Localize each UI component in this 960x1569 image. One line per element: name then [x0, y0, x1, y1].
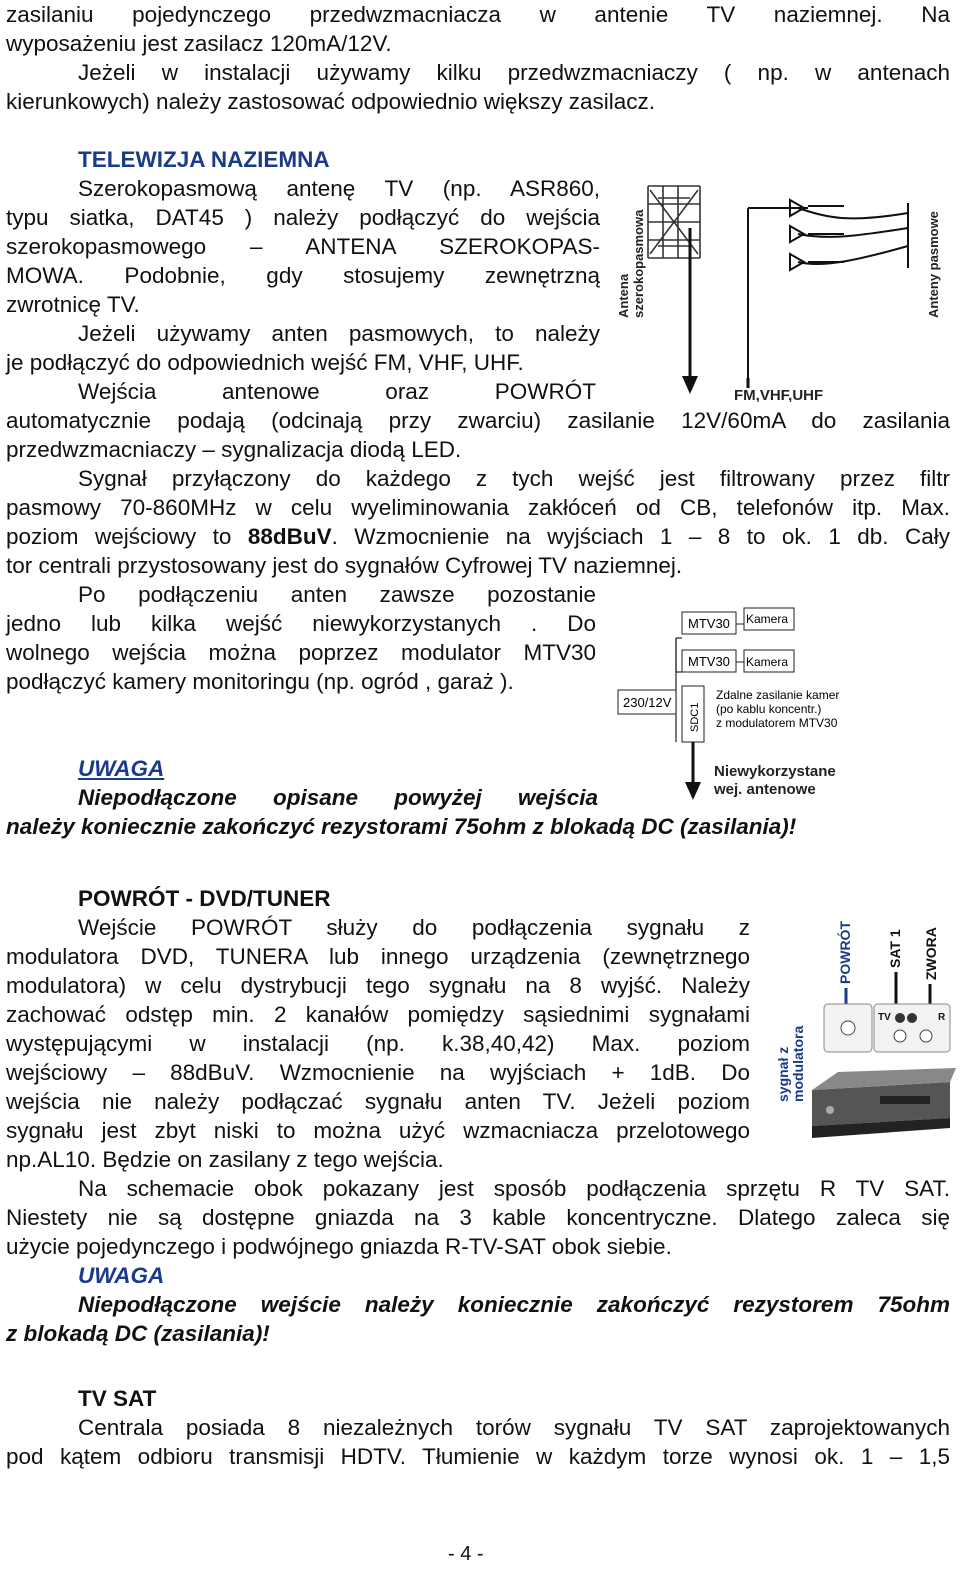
section-heading-tv-naziemna: TELEWIZJA NAZIEMNA — [78, 147, 330, 172]
body-text-line: występującymi w instalacji (np. k.38,40,42) Max. poziom — [6, 1031, 750, 1056]
body-text-line: modulatora) w celu dystrybucji tego sygnału na 8 wyjść. Należy — [6, 973, 750, 998]
body-text-line: pod kątem odbioru transmisji HDTV. Tłumienie w każdym torze wynosi ok. 1 – 1,5 — [6, 1444, 950, 1469]
broadband-antenna-label: szerokopasmowa — [631, 209, 646, 318]
camera-label: Kamera — [746, 655, 789, 669]
antenna-diagram — [608, 178, 948, 402]
body-text-line: modulatora DVD, TUNERA lub innego urządzenia (zewnętrznego — [6, 944, 750, 969]
zwora-label: ZWORA — [923, 927, 939, 980]
sdc-label: SDC1 — [689, 702, 701, 732]
body-text-line: Wejście POWRÓT służy do podłączenia sygnału z — [78, 915, 750, 940]
body-text-line: Po podłączeniu anten zawsze pozostanie — [78, 582, 596, 607]
body-text-line: wejściowy – 88dBuV. Wzmocnienie na wyjściach + 1dB. Do — [6, 1060, 750, 1085]
warning-text: należy koniecznie zakończyć rezystorami 75ohm z blokadą DC (zasilania)! — [6, 814, 797, 839]
remote-power-note: (po kablu koncentr.) — [716, 702, 822, 716]
section-heading-tvsat: TV SAT — [78, 1386, 157, 1411]
mtv30-label: MTV30 — [688, 616, 730, 631]
body-text-line: Wejścia antenowe oraz POWRÓT — [78, 379, 596, 404]
unused-inputs-label: Niewykorzystane — [714, 763, 836, 780]
modulator-signal-label: modulatora — [790, 1025, 806, 1102]
powrot-label: POWRÓT — [837, 921, 853, 984]
band-antenna-icons — [748, 203, 908, 383]
camera-modulator-diagram — [616, 602, 866, 802]
body-text-line: zwrotnicę TV. — [6, 292, 140, 317]
warning-text: Niepodłączone opisane powyżej wejścia — [78, 785, 598, 810]
body-text-line: automatycznie podają (odcinają przy zwarciu) zasilanie 12V/60mA do zasilania — [6, 408, 950, 433]
body-text-line: podłączyć kamery monitoringu (np. ogród , garaż ). — [6, 669, 514, 694]
body-text-line: Szerokopasmową antenę TV (np. ASR860, — [78, 176, 600, 201]
body-text-line: sygnału jest zbyt niski to można użyć wzmacniacza przelotowego — [6, 1118, 750, 1143]
band-antennas-label: Anteny pasmowe — [926, 211, 941, 318]
broadband-antenna-icon — [648, 186, 700, 258]
body-text-line: wejścia nie należy podłączać sygnału anten TV. Jeżeli poziom — [6, 1089, 750, 1114]
body-text-line: MOWA. Podobnie, gdy stosujemy zewnętrzną — [6, 263, 600, 288]
body-text-line: jedno lub kilka wejść niewykorzystanych . Do — [6, 611, 596, 636]
body-text-line: Centrala posiada 8 niezależnych torów sygnału TV SAT zaprojektowanych — [78, 1415, 950, 1440]
body-text-line: Jeżeli używamy anten pasmowych, to należy — [78, 321, 600, 346]
body-text-line: wyposażeniu jest zasilacz 120mA/12V. — [6, 31, 392, 56]
body-text-line: przedwzmacniaczy – sygnalizacja diodą LED. — [6, 437, 462, 462]
camera-label: Kamera — [746, 612, 789, 626]
body-text-line: poziom wejściowy to 88dBuV. Wzmocnienie na wyjściach 1 – 8 to ok. 1 db. Cały — [6, 524, 950, 549]
warning-text: Niepodłączone wejście należy koniecznie zakończyć rezystorem 75ohm — [78, 1292, 950, 1317]
warning-text: z blokadą DC (zasilania)! — [6, 1321, 270, 1346]
body-text-line: Jeżeli w instalacji używamy kilku przedwzmacniaczy ( np. w antenach — [78, 60, 950, 85]
remote-power-note: z modulatorem MTV30 — [716, 716, 838, 730]
body-text-line: pasmowy 70-860MHz w celu wyeliminowania zakłóceń od CB, telefonów itp. Max. — [6, 495, 950, 520]
remote-power-note: Zdalne zasilanie kamer — [716, 688, 840, 702]
section-heading-powrot: POWRÓT - DVD/TUNER — [78, 886, 331, 911]
body-text-line: Niestety nie są dostępne gniazda na 3 kable koncentryczne. Dlatego zaleca się — [6, 1205, 950, 1230]
body-text-line: zachować odstęp min. 2 kanałów pomiędzy sąsiednimi sygnałami — [6, 1002, 750, 1027]
page-number: - 4 - — [448, 1543, 484, 1565]
body-text-line: użycie pojedynczego i podwójnego gniazda R-TV-SAT obok siebie. — [6, 1234, 672, 1259]
body-text-line: je podłączyć do odpowiednich wejść FM, VHF, UHF. — [6, 350, 524, 375]
tv-socket-label: TV — [878, 1012, 891, 1023]
modulator-signal-label: sygnał z — [775, 1046, 791, 1102]
warning-title: UWAGA — [78, 756, 165, 781]
body-text-line: Sygnał przyłączony do każdego z tych wejść jest filtrowany przez filtr — [78, 466, 950, 491]
psu-label: 230/12V — [623, 695, 672, 710]
body-text-line: szerokopasmowego – ANTENA SZEROKOPAS- — [6, 234, 600, 259]
body-text-line: kierunkowych) należy zastosować odpowiednio większy zasilacz. — [6, 89, 656, 114]
warning-title: UWAGA — [78, 1263, 165, 1288]
body-text-line: Na schemacie obok pokazany jest sposób podłączenia sprzętu R TV SAT. — [78, 1176, 950, 1201]
rtvsat-diagram — [760, 912, 956, 1162]
bands-label: FM,VHF,UHF — [734, 387, 824, 402]
r-socket-label: R — [938, 1012, 946, 1023]
body-text-line: tor centrali przystosowany jest do sygnałów Cyfrowej TV naziemnej. — [6, 553, 683, 578]
unused-inputs-label: wej. antenowe — [714, 781, 816, 798]
body-text-line: np.AL10. Będzie on zasilany z tego wejścia. — [6, 1147, 444, 1172]
mtv30-label: MTV30 — [688, 654, 730, 669]
body-text-line: typu siatka, DAT45 ) należy podłączyć do wejścia — [6, 205, 600, 230]
sat1-label: SAT 1 — [887, 929, 903, 968]
broadband-antenna-label: Antena — [616, 273, 631, 318]
body-text-line: wolnego wejścia można poprzez modulator MTV30 — [6, 640, 596, 665]
body-text-line: zasilaniu pojedynczego przedwzmacniacza w antenie TV naziemnej. Na — [6, 2, 950, 27]
receiver-icon — [812, 1068, 956, 1138]
